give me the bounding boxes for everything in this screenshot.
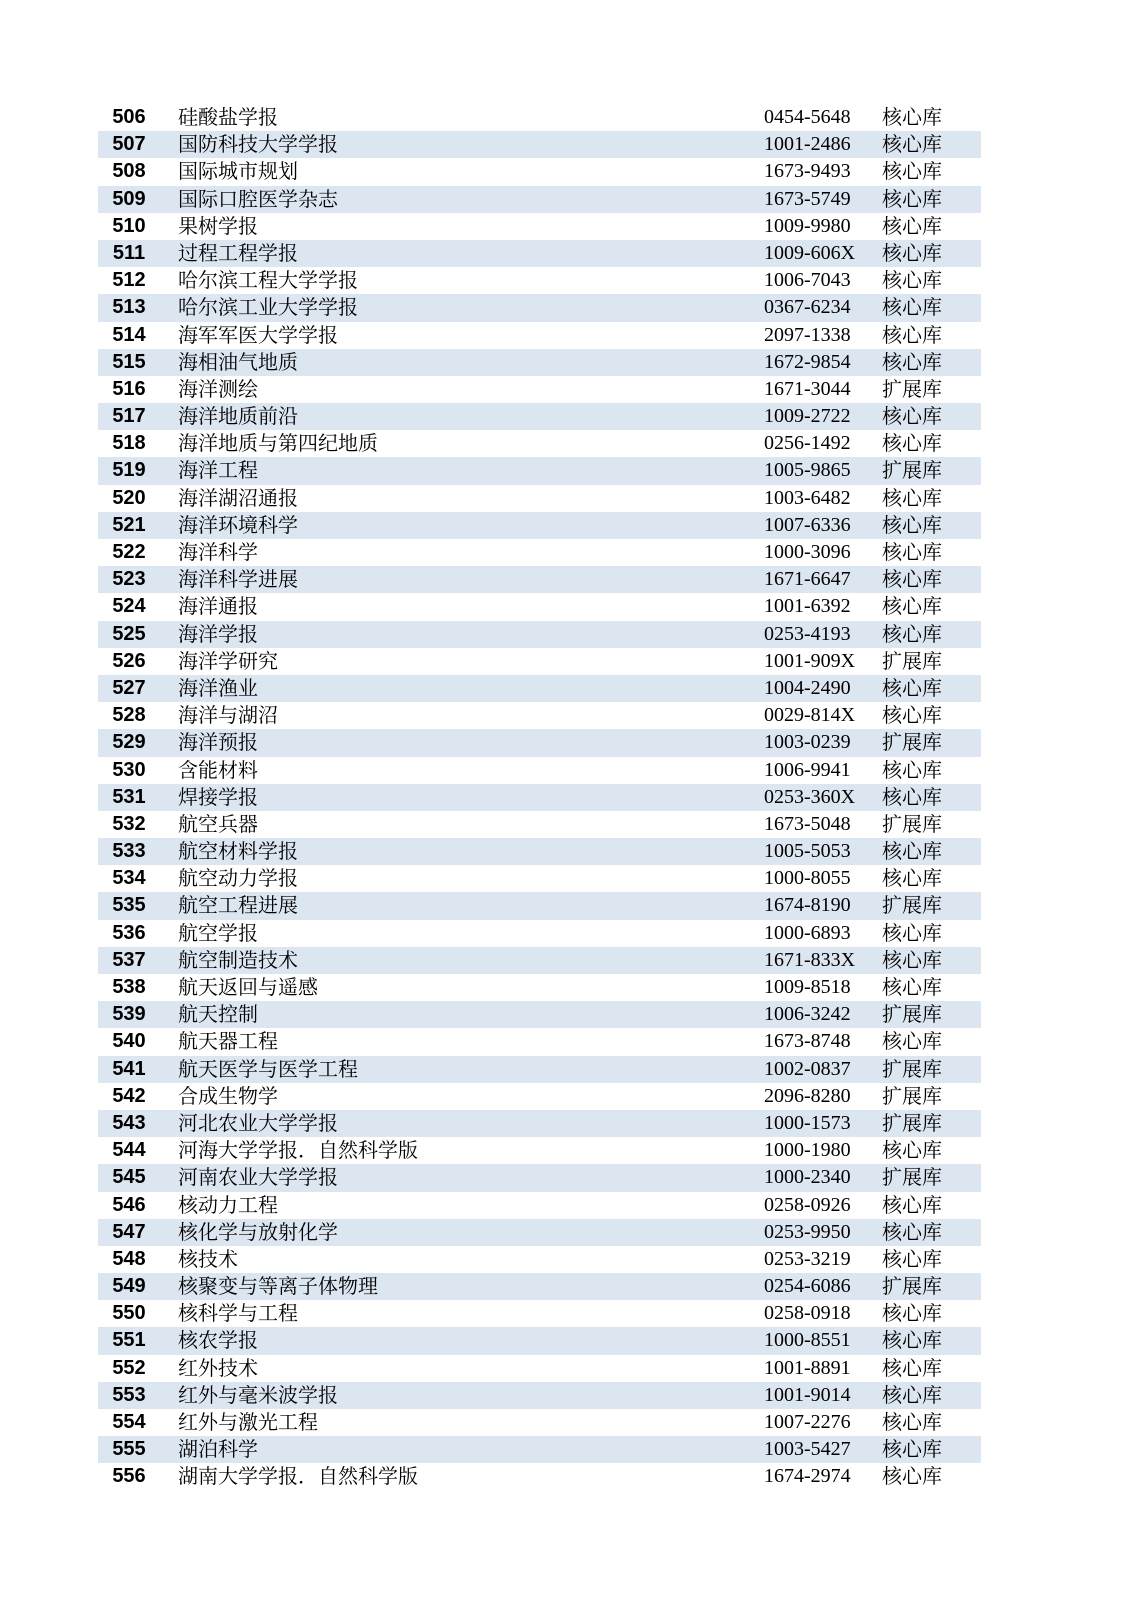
journal-issn: 1674-8190 bbox=[764, 894, 851, 917]
table-row bbox=[98, 1300, 981, 1327]
journal-issn: 1001-6392 bbox=[764, 595, 851, 618]
journal-category: 扩展库 bbox=[882, 1110, 942, 1135]
journal-title: 核农学报 bbox=[178, 1328, 258, 1353]
journal-category: 核心库 bbox=[882, 567, 942, 592]
journal-category: 核心库 bbox=[882, 1138, 942, 1163]
journal-category: 核心库 bbox=[882, 1219, 942, 1244]
journal-category: 核心库 bbox=[882, 594, 942, 619]
row-number: 546 bbox=[112, 1193, 146, 1216]
row-number: 535 bbox=[112, 894, 146, 917]
journal-category: 核心库 bbox=[882, 1246, 942, 1271]
journal-title: 河北农业大学学报 bbox=[178, 1110, 338, 1135]
journal-issn: 1007-6336 bbox=[764, 513, 851, 536]
table-row bbox=[98, 131, 981, 158]
journal-title: 果树学报 bbox=[178, 213, 258, 238]
row-number: 540 bbox=[112, 1030, 146, 1053]
journal-issn: 1001-2486 bbox=[764, 133, 851, 156]
journal-issn: 1006-9941 bbox=[764, 758, 851, 781]
journal-issn: 1000-6893 bbox=[764, 921, 851, 944]
journal-title: 湖南大学学报．自然科学版 bbox=[178, 1464, 418, 1489]
journal-title: 核化学与放射化学 bbox=[178, 1219, 338, 1244]
journal-issn: 2096-8280 bbox=[764, 1084, 851, 1107]
journal-category: 核心库 bbox=[882, 349, 942, 374]
journal-issn: 1671-833X bbox=[764, 948, 856, 971]
journal-title: 过程工程学报 bbox=[178, 240, 298, 265]
journal-category: 核心库 bbox=[882, 1355, 942, 1380]
table-row bbox=[98, 294, 981, 321]
journal-category: 核心库 bbox=[882, 1328, 942, 1353]
journal-title: 航天器工程 bbox=[178, 1029, 278, 1054]
journal-category: 扩展库 bbox=[882, 1002, 942, 1027]
journal-issn: 1005-5053 bbox=[764, 840, 851, 863]
journal-issn: 1002-0837 bbox=[764, 1057, 851, 1080]
row-number: 556 bbox=[112, 1465, 146, 1488]
table-row bbox=[98, 1028, 981, 1055]
journal-issn: 1671-6647 bbox=[764, 568, 851, 591]
journal-issn: 1009-9980 bbox=[764, 214, 851, 237]
row-number: 511 bbox=[112, 241, 146, 264]
table-row bbox=[98, 974, 981, 1001]
journal-category: 核心库 bbox=[882, 240, 942, 265]
journal-title: 哈尔滨工程大学学报 bbox=[178, 268, 358, 293]
journal-title: 核聚变与等离子体物理 bbox=[178, 1274, 378, 1299]
journal-category: 核心库 bbox=[882, 1464, 942, 1489]
journal-category: 核心库 bbox=[882, 621, 942, 646]
row-number: 539 bbox=[112, 1003, 146, 1026]
journal-category: 核心库 bbox=[882, 322, 942, 347]
journal-title: 硅酸盐学报 bbox=[178, 105, 278, 129]
journal-issn: 1674-2974 bbox=[764, 1465, 851, 1488]
journal-title: 哈尔滨工业大学学报 bbox=[178, 295, 358, 320]
table-row bbox=[98, 593, 981, 620]
row-number: 525 bbox=[112, 622, 146, 645]
journal-category: 扩展库 bbox=[882, 376, 942, 401]
table-row bbox=[98, 1273, 981, 1300]
journal-issn: 1001-8891 bbox=[764, 1356, 851, 1379]
row-number: 532 bbox=[112, 812, 146, 835]
row-number: 518 bbox=[112, 432, 146, 455]
row-number: 531 bbox=[112, 785, 146, 808]
journal-title: 核科学与工程 bbox=[178, 1301, 298, 1326]
row-number: 551 bbox=[112, 1329, 146, 1352]
row-number: 526 bbox=[112, 649, 146, 672]
row-number: 514 bbox=[112, 323, 146, 346]
table-row bbox=[98, 1327, 981, 1354]
table-row bbox=[98, 485, 981, 512]
row-number: 553 bbox=[112, 1383, 146, 1406]
journal-category: 扩展库 bbox=[882, 1056, 942, 1081]
journal-issn: 0253-3219 bbox=[764, 1247, 851, 1270]
table-row bbox=[98, 1436, 981, 1463]
journal-category: 核心库 bbox=[882, 105, 942, 129]
journal-category: 核心库 bbox=[882, 295, 942, 320]
journal-title: 河海大学学报．自然科学版 bbox=[178, 1138, 418, 1163]
journal-category: 核心库 bbox=[882, 186, 942, 211]
journal-issn: 1000-1573 bbox=[764, 1111, 851, 1134]
table-row bbox=[98, 539, 981, 566]
row-number: 516 bbox=[112, 377, 146, 400]
journal-category: 扩展库 bbox=[882, 1274, 942, 1299]
row-number: 523 bbox=[112, 568, 146, 591]
row-number: 552 bbox=[112, 1356, 146, 1379]
journal-issn: 1673-5048 bbox=[764, 812, 851, 835]
journal-issn: 1003-0239 bbox=[764, 731, 851, 754]
journal-category: 核心库 bbox=[882, 757, 942, 782]
table-row bbox=[98, 430, 981, 457]
journal-category: 扩展库 bbox=[882, 1165, 942, 1190]
journal-category: 扩展库 bbox=[882, 730, 942, 755]
journal-title: 海洋湖沼通报 bbox=[178, 485, 298, 510]
table-row bbox=[98, 1355, 981, 1382]
journal-category: 核心库 bbox=[882, 540, 942, 564]
row-number: 545 bbox=[112, 1166, 146, 1189]
table-row bbox=[98, 349, 981, 376]
journal-title: 航空兵器 bbox=[178, 811, 258, 836]
journal-title: 国际口腔医学杂志 bbox=[178, 186, 338, 211]
row-number: 550 bbox=[112, 1302, 146, 1325]
journal-category: 核心库 bbox=[882, 1437, 942, 1462]
row-number: 549 bbox=[112, 1275, 146, 1298]
journal-issn: 1000-2340 bbox=[764, 1166, 851, 1189]
journal-title: 合成生物学 bbox=[178, 1083, 278, 1108]
table-row bbox=[98, 1246, 981, 1273]
journal-issn: 1009-606X bbox=[764, 241, 856, 264]
table-row bbox=[98, 1382, 981, 1409]
table-row bbox=[98, 675, 981, 702]
journal-category: 核心库 bbox=[882, 159, 942, 184]
row-number: 529 bbox=[112, 731, 146, 754]
table-row bbox=[98, 376, 981, 403]
row-number: 506 bbox=[112, 106, 146, 128]
table-row bbox=[98, 757, 981, 784]
table-row bbox=[98, 1137, 981, 1164]
row-number: 524 bbox=[112, 595, 146, 618]
row-number: 555 bbox=[112, 1438, 146, 1461]
journal-title: 红外与毫米波学报 bbox=[178, 1382, 338, 1407]
table-row bbox=[98, 267, 981, 294]
journal-issn: 1673-9493 bbox=[764, 160, 851, 183]
table-row bbox=[98, 1219, 981, 1246]
table-row bbox=[98, 240, 981, 267]
table-row bbox=[98, 947, 981, 974]
table-row bbox=[98, 322, 981, 349]
table-row bbox=[98, 566, 981, 593]
journal-issn: 1005-9865 bbox=[764, 459, 851, 482]
journal-issn: 1673-5749 bbox=[764, 187, 851, 210]
journal-issn: 1000-3096 bbox=[764, 541, 851, 563]
journal-issn: 1000-8551 bbox=[764, 1329, 851, 1352]
journal-category: 扩展库 bbox=[882, 648, 942, 673]
journal-title: 航空学报 bbox=[178, 920, 258, 945]
journal-category: 核心库 bbox=[882, 947, 942, 972]
journal-issn: 0253-9950 bbox=[764, 1220, 851, 1243]
row-number: 508 bbox=[112, 160, 146, 183]
journal-category: 扩展库 bbox=[882, 811, 942, 836]
journal-title: 海洋学研究 bbox=[178, 648, 278, 673]
journal-title: 海洋科学进展 bbox=[178, 567, 298, 592]
journal-issn: 1004-2490 bbox=[764, 676, 851, 699]
journal-issn: 0254-6086 bbox=[764, 1275, 851, 1298]
table-row bbox=[98, 702, 981, 729]
journal-category: 核心库 bbox=[882, 431, 942, 456]
journal-issn: 1673-8748 bbox=[764, 1030, 851, 1053]
row-number: 544 bbox=[112, 1139, 146, 1162]
row-number: 510 bbox=[112, 214, 146, 237]
table-row bbox=[98, 811, 981, 838]
journal-title: 海洋工程 bbox=[178, 458, 258, 483]
journal-title: 焊接学报 bbox=[178, 784, 258, 809]
table-row bbox=[98, 892, 981, 919]
journal-issn: 1003-5427 bbox=[764, 1438, 851, 1461]
table-row bbox=[98, 648, 981, 675]
table-row bbox=[98, 1056, 981, 1083]
journal-title: 核动力工程 bbox=[178, 1192, 278, 1217]
table-row bbox=[98, 838, 981, 865]
journal-title: 航天控制 bbox=[178, 1002, 258, 1027]
row-number: 547 bbox=[112, 1220, 146, 1243]
journal-title: 海洋环境科学 bbox=[178, 512, 298, 537]
row-number: 541 bbox=[112, 1057, 146, 1080]
journal-category: 核心库 bbox=[882, 485, 942, 510]
journal-issn: 2097-1338 bbox=[764, 323, 851, 346]
table-row bbox=[98, 1192, 981, 1219]
row-number: 548 bbox=[112, 1247, 146, 1270]
table-row bbox=[98, 104, 981, 131]
journal-issn: 1009-2722 bbox=[764, 405, 851, 428]
row-number: 534 bbox=[112, 867, 146, 890]
journal-issn: 1000-8055 bbox=[764, 867, 851, 890]
row-number: 519 bbox=[112, 459, 146, 482]
journal-title: 海洋地质与第四纪地质 bbox=[178, 431, 378, 456]
journal-title: 红外与激光工程 bbox=[178, 1410, 318, 1434]
journal-issn: 0454-5648 bbox=[764, 106, 851, 128]
journal-category: 核心库 bbox=[882, 975, 942, 999]
journal-issn: 0029-814X bbox=[764, 704, 856, 727]
table-row bbox=[98, 1409, 981, 1436]
journal-title: 海洋渔业 bbox=[178, 675, 258, 700]
journal-title: 航空材料学报 bbox=[178, 839, 298, 864]
row-number: 528 bbox=[112, 704, 146, 727]
table-row bbox=[98, 403, 981, 430]
table-row bbox=[98, 729, 981, 756]
journal-issn: 1003-6482 bbox=[764, 486, 851, 509]
journal-category: 核心库 bbox=[882, 866, 942, 891]
table-row bbox=[98, 158, 981, 185]
journal-title: 河南农业大学学报 bbox=[178, 1165, 338, 1190]
journal-title: 海相油气地质 bbox=[178, 349, 298, 374]
row-number: 527 bbox=[112, 676, 146, 699]
table-row bbox=[98, 1463, 981, 1490]
journal-title: 海军军医大学学报 bbox=[178, 322, 338, 347]
journal-category: 核心库 bbox=[882, 1301, 942, 1326]
row-number: 509 bbox=[112, 187, 146, 210]
journal-category: 核心库 bbox=[882, 1029, 942, 1054]
journal-category: 核心库 bbox=[882, 920, 942, 945]
journal-category: 核心库 bbox=[882, 839, 942, 864]
journal-category: 核心库 bbox=[882, 404, 942, 429]
journal-issn: 0367-6234 bbox=[764, 296, 851, 319]
table-row bbox=[98, 213, 981, 240]
journal-title: 海洋科学 bbox=[178, 540, 258, 564]
journal-category: 核心库 bbox=[882, 675, 942, 700]
row-number: 515 bbox=[112, 350, 146, 373]
journal-issn: 1009-8518 bbox=[764, 976, 851, 998]
journal-issn: 1001-9014 bbox=[764, 1383, 851, 1406]
journal-category: 核心库 bbox=[882, 1192, 942, 1217]
journal-category: 扩展库 bbox=[882, 458, 942, 483]
row-number: 542 bbox=[112, 1084, 146, 1107]
row-number: 520 bbox=[112, 486, 146, 509]
journal-issn: 1000-1980 bbox=[764, 1139, 851, 1162]
journal-title: 海洋学报 bbox=[178, 621, 258, 646]
row-number: 536 bbox=[112, 921, 146, 944]
journal-category: 核心库 bbox=[882, 1382, 942, 1407]
journal-title: 湖泊科学 bbox=[178, 1437, 258, 1462]
table-row bbox=[98, 512, 981, 539]
journal-title: 航天医学与医学工程 bbox=[178, 1056, 358, 1081]
journal-title: 含能材料 bbox=[178, 757, 258, 782]
journal-category: 核心库 bbox=[882, 213, 942, 238]
row-number: 530 bbox=[112, 758, 146, 781]
row-number: 554 bbox=[112, 1411, 146, 1433]
journal-issn: 0258-0926 bbox=[764, 1193, 851, 1216]
journal-title: 国际城市规划 bbox=[178, 159, 298, 184]
table-row bbox=[98, 457, 981, 484]
journal-title: 海洋测绘 bbox=[178, 376, 258, 401]
row-number: 517 bbox=[112, 405, 146, 428]
journal-title: 航空动力学报 bbox=[178, 866, 298, 891]
journal-category: 核心库 bbox=[882, 268, 942, 293]
table-row bbox=[98, 920, 981, 947]
journal-issn: 1006-7043 bbox=[764, 269, 851, 292]
journal-category: 核心库 bbox=[882, 512, 942, 537]
journal-issn: 1671-3044 bbox=[764, 377, 851, 400]
journal-issn: 1672-9854 bbox=[764, 350, 851, 373]
journal-issn: 1007-2276 bbox=[764, 1411, 851, 1433]
row-number: 543 bbox=[112, 1111, 146, 1134]
journal-title: 海洋与湖沼 bbox=[178, 703, 278, 728]
table-row bbox=[98, 1110, 981, 1137]
table-row bbox=[98, 784, 981, 811]
journal-issn: 0258-0918 bbox=[764, 1302, 851, 1325]
journal-category: 核心库 bbox=[882, 784, 942, 809]
row-number: 522 bbox=[112, 541, 146, 563]
journal-issn: 0253-4193 bbox=[764, 622, 851, 645]
row-number: 538 bbox=[112, 976, 146, 998]
journal-issn: 1001-909X bbox=[764, 649, 856, 672]
table-row bbox=[98, 865, 981, 892]
journal-title: 海洋预报 bbox=[178, 730, 258, 755]
journal-category: 扩展库 bbox=[882, 893, 942, 918]
row-number: 521 bbox=[112, 513, 146, 536]
journal-title: 红外技术 bbox=[178, 1355, 258, 1380]
row-number: 513 bbox=[112, 296, 146, 319]
row-number: 533 bbox=[112, 840, 146, 863]
table-row bbox=[98, 621, 981, 648]
journal-title: 国防科技大学学报 bbox=[178, 132, 338, 157]
journal-issn: 0253-360X bbox=[764, 785, 856, 808]
journal-title: 航空工程进展 bbox=[178, 893, 298, 918]
table-row bbox=[98, 1083, 981, 1110]
table-row bbox=[98, 1164, 981, 1191]
journal-title: 核技术 bbox=[178, 1246, 238, 1271]
journal-category: 核心库 bbox=[882, 132, 942, 157]
journal-issn: 0256-1492 bbox=[764, 432, 851, 455]
journal-title: 海洋通报 bbox=[178, 594, 258, 619]
journal-category: 扩展库 bbox=[882, 1083, 942, 1108]
journal-category: 核心库 bbox=[882, 703, 942, 728]
journal-title: 航空制造技术 bbox=[178, 947, 298, 972]
journal-issn: 1006-3242 bbox=[764, 1003, 851, 1026]
journal-title: 海洋地质前沿 bbox=[178, 404, 298, 429]
table-row bbox=[98, 186, 981, 213]
row-number: 512 bbox=[112, 269, 146, 292]
row-number: 537 bbox=[112, 948, 146, 971]
journal-title: 航天返回与遥感 bbox=[178, 975, 318, 999]
journal-table bbox=[98, 104, 981, 1491]
table-row bbox=[98, 1001, 981, 1028]
row-number: 507 bbox=[112, 133, 146, 156]
journal-category: 核心库 bbox=[882, 1410, 942, 1434]
